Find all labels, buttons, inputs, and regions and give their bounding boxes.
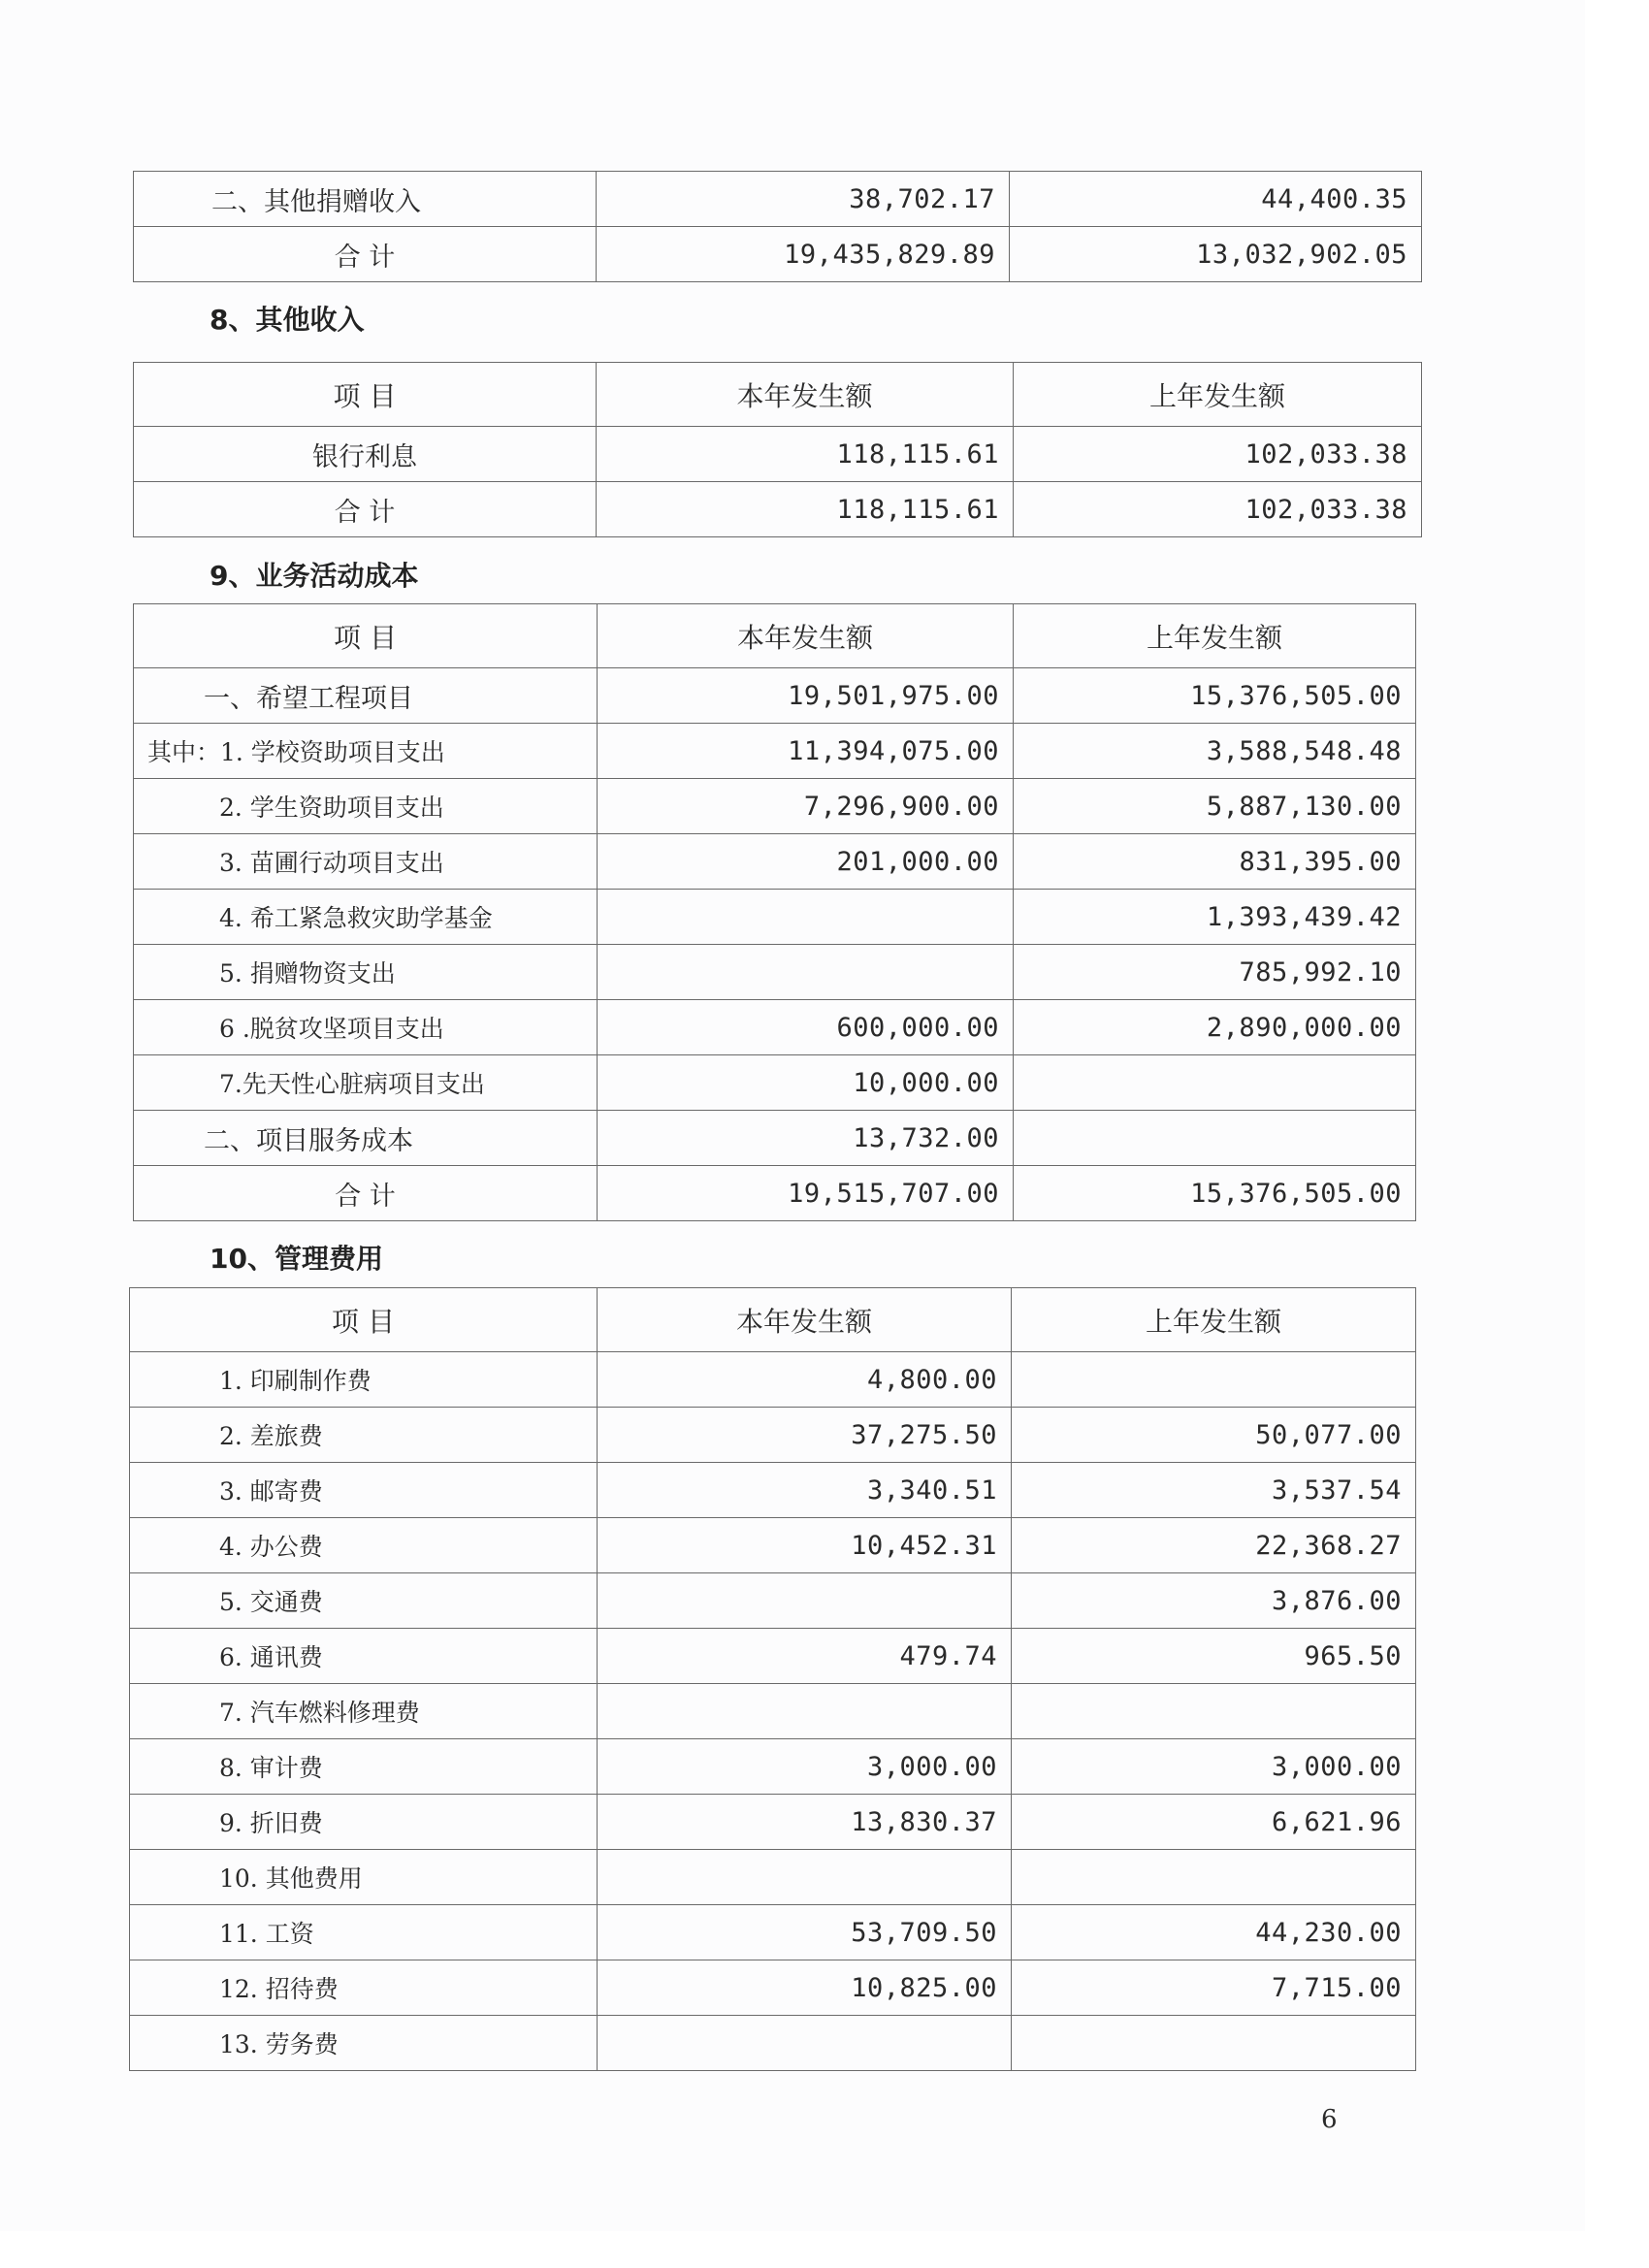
row-current: 53,709.50	[598, 1905, 1012, 1960]
row-item: 一、希望工程项目	[134, 668, 598, 724]
table-row-total	[134, 227, 1422, 282]
table-row	[134, 945, 1416, 1000]
row-prior: 3,537.54	[1012, 1463, 1416, 1518]
row-prior: 1,393,439.42	[1014, 890, 1416, 945]
table-row	[130, 1960, 1416, 2016]
header-item: 项 目	[134, 604, 598, 668]
table-row	[134, 668, 1416, 724]
row-prior	[1012, 1352, 1416, 1408]
business-activity-cost-table	[133, 603, 1416, 1221]
table-row	[130, 1795, 1416, 1850]
table-row	[134, 172, 1422, 227]
row-prior: 50,077.00	[1012, 1408, 1416, 1463]
table-row	[130, 1684, 1416, 1739]
row-item: 银行利息	[134, 427, 597, 482]
table-row	[130, 1408, 1416, 1463]
table-row	[134, 890, 1416, 945]
row-prior: 22,368.27	[1012, 1518, 1416, 1573]
row-prior: 15,376,505.00	[1014, 668, 1416, 724]
page-number: 6	[1321, 2105, 1338, 2134]
row-item: 7.先天性心脏病项目支出	[134, 1055, 598, 1111]
row-item: 4. 希工紧急救灾助学基金	[134, 890, 598, 945]
row-item: 4. 办公费	[130, 1518, 598, 1573]
table-row	[130, 1629, 1416, 1684]
row-item: 12. 招待费	[130, 1960, 598, 2016]
row-current	[598, 1850, 1012, 1905]
row-current: 19,435,829.89	[597, 227, 1010, 282]
row-item: 二、项目服务成本	[134, 1111, 598, 1166]
row-item: 5. 捐赠物资支出	[134, 945, 598, 1000]
row-prior: 2,890,000.00	[1014, 1000, 1416, 1055]
table-header	[134, 363, 1422, 427]
row-prior: 3,876.00	[1012, 1573, 1416, 1629]
row-item: 6 .脱贫攻坚项目支出	[134, 1000, 598, 1055]
row-item: 1. 印刷制作费	[130, 1352, 598, 1408]
row-current: 10,825.00	[598, 1960, 1012, 2016]
table-row	[134, 427, 1422, 482]
table-row	[130, 1463, 1416, 1518]
table-row-total	[134, 1166, 1416, 1221]
row-current: 13,732.00	[598, 1111, 1014, 1166]
row-item: 3. 邮寄费	[130, 1463, 598, 1518]
row-item: 6. 通讯费	[130, 1629, 598, 1684]
row-current: 7,296,900.00	[598, 779, 1014, 834]
row-current: 19,515,707.00	[598, 1166, 1014, 1221]
row-item: 10. 其他费用	[130, 1850, 598, 1905]
row-current: 10,452.31	[598, 1518, 1012, 1573]
section-9-title: 9、业务活动成本	[210, 560, 419, 592]
row-current	[598, 945, 1014, 1000]
row-current: 19,501,975.00	[598, 668, 1014, 724]
table-row	[130, 1850, 1416, 1905]
row-current: 38,702.17	[597, 172, 1010, 227]
table-row	[134, 834, 1416, 890]
row-item: 8. 审计费	[130, 1739, 598, 1795]
table-row-total	[134, 482, 1422, 537]
row-prior	[1014, 1111, 1416, 1166]
row-prior: 3,588,548.48	[1014, 724, 1416, 779]
table-header	[130, 1288, 1416, 1352]
table-row	[130, 1905, 1416, 1960]
row-item: 其中：1. 学校资助项目支出	[134, 724, 598, 779]
row-current	[598, 2016, 1012, 2071]
row-current: 4,800.00	[598, 1352, 1012, 1408]
row-item: 二、其他捐赠收入	[134, 172, 597, 227]
row-prior: 3,000.00	[1012, 1739, 1416, 1795]
table-row	[130, 1573, 1416, 1629]
table-row	[134, 1055, 1416, 1111]
section-10-title: 10、管理费用	[210, 1243, 383, 1275]
row-prior: 5,887,130.00	[1014, 779, 1416, 834]
header-item: 项 目	[130, 1288, 598, 1352]
row-item: 5. 交通费	[130, 1573, 598, 1629]
row-prior: 6,621.96	[1012, 1795, 1416, 1850]
row-item: 合 计	[134, 227, 597, 282]
row-item: 13. 劳务费	[130, 2016, 598, 2071]
row-item: 合 计	[134, 1166, 598, 1221]
table-row	[134, 1111, 1416, 1166]
header-current: 本年发生额	[598, 1288, 1012, 1352]
row-item: 合 计	[134, 482, 597, 537]
row-current	[598, 1573, 1012, 1629]
row-current: 3,000.00	[598, 1739, 1012, 1795]
row-item: 2. 差旅费	[130, 1408, 598, 1463]
row-current	[598, 1684, 1012, 1739]
table-row	[130, 1352, 1416, 1408]
row-item: 2. 学生资助项目支出	[134, 779, 598, 834]
table-row	[134, 779, 1416, 834]
table-row	[130, 1518, 1416, 1573]
header-current: 本年发生额	[598, 604, 1014, 668]
header-current: 本年发生额	[597, 363, 1014, 427]
row-current: 201,000.00	[598, 834, 1014, 890]
donation-income-table	[133, 171, 1422, 282]
table-row	[130, 1739, 1416, 1795]
header-item: 项 目	[134, 363, 597, 427]
section-8-title: 8、其他收入	[210, 304, 365, 336]
table-header	[134, 604, 1416, 668]
row-prior: 44,230.00	[1012, 1905, 1416, 1960]
management-expense-table	[129, 1287, 1416, 2071]
row-prior: 15,376,505.00	[1014, 1166, 1416, 1221]
row-prior	[1012, 2016, 1416, 2071]
header-prior: 上年发生额	[1014, 604, 1416, 668]
row-prior: 785,992.10	[1014, 945, 1416, 1000]
row-item: 7. 汽车燃料修理费	[130, 1684, 598, 1739]
row-prior: 7,715.00	[1012, 1960, 1416, 2016]
other-income-table	[133, 362, 1422, 537]
row-current: 10,000.00	[598, 1055, 1014, 1111]
row-current: 3,340.51	[598, 1463, 1012, 1518]
row-prior	[1012, 1684, 1416, 1739]
row-item: 11. 工资	[130, 1905, 598, 1960]
row-item: 3. 苗圃行动项目支出	[134, 834, 598, 890]
row-current: 600,000.00	[598, 1000, 1014, 1055]
table-row	[134, 724, 1416, 779]
row-prior: 102,033.38	[1014, 427, 1422, 482]
header-prior: 上年发生额	[1012, 1288, 1416, 1352]
header-prior: 上年发生额	[1014, 363, 1422, 427]
row-current: 479.74	[598, 1629, 1012, 1684]
row-current	[598, 890, 1014, 945]
row-prior	[1014, 1055, 1416, 1111]
table-row	[130, 2016, 1416, 2071]
row-prior: 102,033.38	[1014, 482, 1422, 537]
table-row	[134, 1000, 1416, 1055]
row-current: 13,830.37	[598, 1795, 1012, 1850]
row-prior: 13,032,902.05	[1010, 227, 1422, 282]
row-prior: 44,400.35	[1010, 172, 1422, 227]
row-prior	[1012, 1850, 1416, 1905]
row-prior: 831,395.00	[1014, 834, 1416, 890]
row-current: 118,115.61	[597, 482, 1014, 537]
row-current: 11,394,075.00	[598, 724, 1014, 779]
row-item: 9. 折旧费	[130, 1795, 598, 1850]
row-prior: 965.50	[1012, 1629, 1416, 1684]
row-current: 37,275.50	[598, 1408, 1012, 1463]
row-current: 118,115.61	[597, 427, 1014, 482]
